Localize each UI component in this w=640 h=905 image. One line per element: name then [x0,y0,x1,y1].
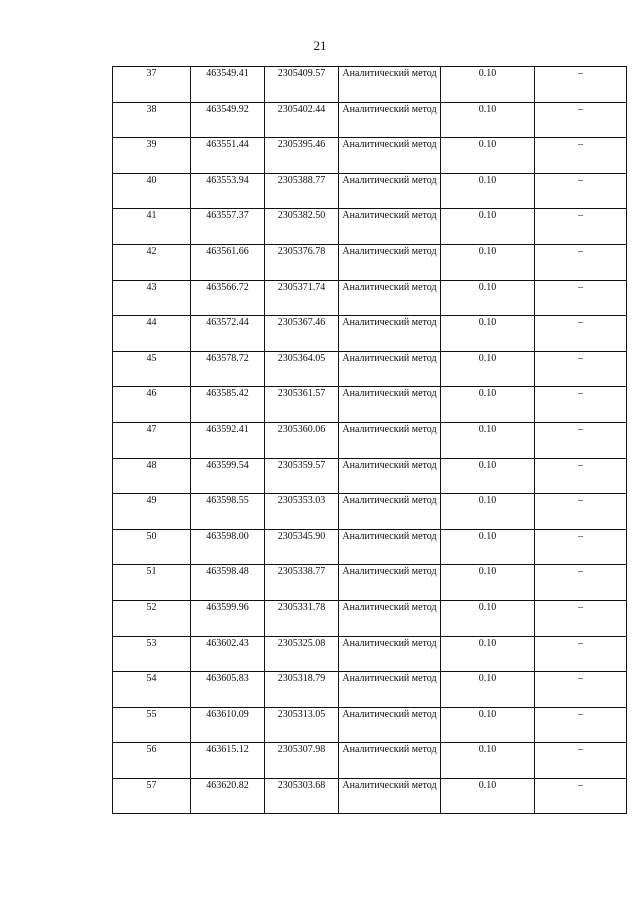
method-cell: Аналитический метод [339,387,441,423]
x-coordinate-cell: 463551.44 [191,138,265,174]
y-coordinate-cell: 2305395.46 [265,138,339,174]
x-coordinate-cell: 463610.09 [191,707,265,743]
y-coordinate-cell: 2305345.90 [265,529,339,565]
note-cell: – [535,707,627,743]
note-cell: – [535,280,627,316]
y-coordinate-cell: 2305353.03 [265,494,339,530]
point-number-cell: 40 [113,173,191,209]
page-number: 21 [313,38,327,53]
point-number-cell: 56 [113,743,191,779]
point-number-cell: 51 [113,565,191,601]
method-cell: Аналитический метод [339,636,441,672]
accuracy-cell: 0.10 [441,600,535,636]
table-row [113,138,627,174]
y-coordinate-cell: 2305402.44 [265,102,339,138]
y-coordinate-cell: 2305325.08 [265,636,339,672]
x-coordinate-cell: 463553.94 [191,173,265,209]
point-number-cell: 38 [113,102,191,138]
note-cell: – [535,636,627,672]
method-cell: Аналитический метод [339,173,441,209]
accuracy-cell: 0.10 [441,707,535,743]
note-cell: – [535,244,627,280]
x-coordinate-cell: 463561.66 [191,244,265,280]
point-number-cell: 49 [113,494,191,530]
accuracy-cell: 0.10 [441,529,535,565]
table-row [113,636,627,672]
accuracy-cell: 0.10 [441,316,535,352]
method-cell: Аналитический метод [339,672,441,708]
method-cell: Аналитический метод [339,494,441,530]
point-number-cell: 41 [113,209,191,245]
method-cell: Аналитический метод [339,529,441,565]
x-coordinate-cell: 463599.54 [191,458,265,494]
accuracy-cell: 0.10 [441,67,535,103]
note-cell: – [535,458,627,494]
note-cell: – [535,743,627,779]
x-coordinate-cell: 463549.41 [191,67,265,103]
accuracy-cell: 0.10 [441,778,535,814]
y-coordinate-cell: 2305382.50 [265,209,339,245]
accuracy-cell: 0.10 [441,422,535,458]
table-row [113,280,627,316]
table-row [113,494,627,530]
y-coordinate-cell: 2305367.46 [265,316,339,352]
method-cell: Аналитический метод [339,280,441,316]
method-cell: Аналитический метод [339,565,441,601]
accuracy-cell: 0.10 [441,102,535,138]
accuracy-cell: 0.10 [441,209,535,245]
x-coordinate-cell: 463598.48 [191,565,265,601]
accuracy-cell: 0.10 [441,138,535,174]
x-coordinate-cell: 463605.83 [191,672,265,708]
point-number-cell: 52 [113,600,191,636]
accuracy-cell: 0.10 [441,494,535,530]
method-cell: Аналитический метод [339,316,441,352]
note-cell: – [535,351,627,387]
method-cell: Аналитический метод [339,351,441,387]
point-number-cell: 39 [113,138,191,174]
table-row [113,778,627,814]
table-row [113,458,627,494]
y-coordinate-cell: 2305338.77 [265,565,339,601]
point-number-cell: 54 [113,672,191,708]
table-row [113,244,627,280]
accuracy-cell: 0.10 [441,280,535,316]
x-coordinate-cell: 463557.37 [191,209,265,245]
point-number-cell: 47 [113,422,191,458]
method-cell: Аналитический метод [339,209,441,245]
table-row [113,67,627,103]
table-row [113,565,627,601]
table-row [113,529,627,565]
table-row [113,209,627,245]
point-number-cell: 45 [113,351,191,387]
note-cell: – [535,209,627,245]
point-number-cell: 53 [113,636,191,672]
table-row [113,422,627,458]
point-number-cell: 46 [113,387,191,423]
y-coordinate-cell: 2305303.68 [265,778,339,814]
point-number-cell: 37 [113,67,191,103]
note-cell: – [535,102,627,138]
y-coordinate-cell: 2305388.77 [265,173,339,209]
method-cell: Аналитический метод [339,138,441,174]
method-cell: Аналитический метод [339,244,441,280]
y-coordinate-cell: 2305313.05 [265,707,339,743]
point-number-cell: 57 [113,778,191,814]
x-coordinate-cell: 463578.72 [191,351,265,387]
y-coordinate-cell: 2305361.57 [265,387,339,423]
x-coordinate-cell: 463585.42 [191,387,265,423]
note-cell: – [535,173,627,209]
method-cell: Аналитический метод [339,422,441,458]
table-row [113,387,627,423]
accuracy-cell: 0.10 [441,387,535,423]
method-cell: Аналитический метод [339,743,441,779]
method-cell: Аналитический метод [339,600,441,636]
table-row [113,173,627,209]
x-coordinate-cell: 463598.00 [191,529,265,565]
y-coordinate-cell: 2305331.78 [265,600,339,636]
y-coordinate-cell: 2305360.06 [265,422,339,458]
method-cell: Аналитический метод [339,707,441,743]
note-cell: – [535,672,627,708]
note-cell: – [535,67,627,103]
point-number-cell: 55 [113,707,191,743]
accuracy-cell: 0.10 [441,351,535,387]
x-coordinate-cell: 463599.96 [191,600,265,636]
table-row [113,707,627,743]
method-cell: Аналитический метод [339,778,441,814]
y-coordinate-cell: 2305318.79 [265,672,339,708]
method-cell: Аналитический метод [339,67,441,103]
x-coordinate-cell: 463566.72 [191,280,265,316]
x-coordinate-cell: 463572.44 [191,316,265,352]
table-row [113,102,627,138]
table-row [113,351,627,387]
method-cell: Аналитический метод [339,458,441,494]
y-coordinate-cell: 2305371.74 [265,280,339,316]
x-coordinate-cell: 463549.92 [191,102,265,138]
point-number-cell: 44 [113,316,191,352]
coordinates-table [112,66,627,814]
y-coordinate-cell: 2305409.57 [265,67,339,103]
note-cell: – [535,316,627,352]
method-cell: Аналитический метод [339,102,441,138]
y-coordinate-cell: 2305364.05 [265,351,339,387]
x-coordinate-cell: 463598.55 [191,494,265,530]
note-cell: – [535,138,627,174]
note-cell: – [535,565,627,601]
point-number-cell: 48 [113,458,191,494]
y-coordinate-cell: 2305359.57 [265,458,339,494]
table-row [113,672,627,708]
coordinates-table-body [113,67,627,814]
x-coordinate-cell: 463592.41 [191,422,265,458]
accuracy-cell: 0.10 [441,458,535,494]
note-cell: – [535,778,627,814]
point-number-cell: 42 [113,244,191,280]
note-cell: – [535,494,627,530]
y-coordinate-cell: 2305307.98 [265,743,339,779]
accuracy-cell: 0.10 [441,636,535,672]
table-row [113,316,627,352]
accuracy-cell: 0.10 [441,173,535,209]
x-coordinate-cell: 463620.82 [191,778,265,814]
note-cell: – [535,387,627,423]
note-cell: – [535,529,627,565]
accuracy-cell: 0.10 [441,672,535,708]
point-number-cell: 50 [113,529,191,565]
accuracy-cell: 0.10 [441,565,535,601]
accuracy-cell: 0.10 [441,743,535,779]
x-coordinate-cell: 463615.12 [191,743,265,779]
table-row [113,600,627,636]
table-row [113,743,627,779]
x-coordinate-cell: 463602.43 [191,636,265,672]
note-cell: – [535,600,627,636]
y-coordinate-cell: 2305376.78 [265,244,339,280]
accuracy-cell: 0.10 [441,244,535,280]
point-number-cell: 43 [113,280,191,316]
note-cell: – [535,422,627,458]
